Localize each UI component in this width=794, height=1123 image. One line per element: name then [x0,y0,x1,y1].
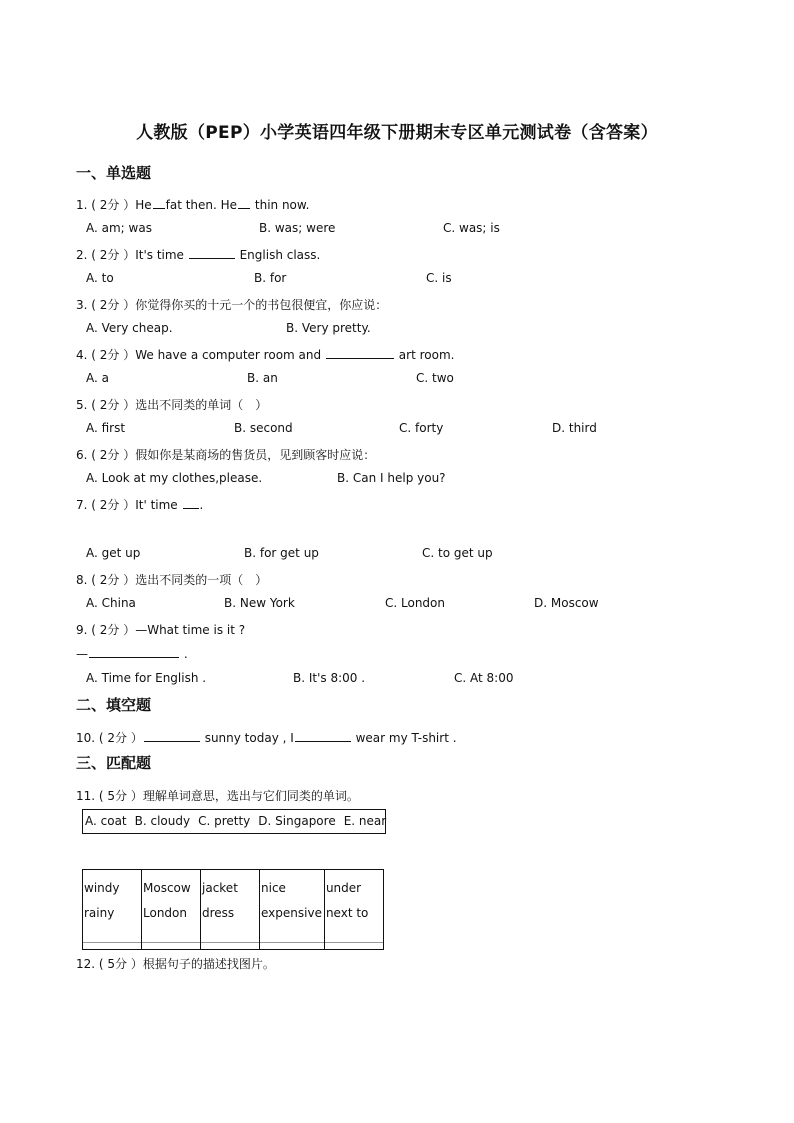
word-choices-box [82,809,386,834]
word: jacket [202,881,238,895]
option[interactable]: B. It's 8:00 . [293,671,366,685]
option[interactable]: B. was; were [259,221,336,235]
word: under [325,881,362,895]
option[interactable]: B. New York [224,596,295,610]
option[interactable]: B. second [234,421,293,435]
word-choice: D. Singapore [258,814,336,828]
section-heading-single-choice: 一、单选题 [76,164,152,182]
dash: — [76,647,88,661]
word-group-cell [83,870,142,943]
option[interactable]: A. Time for English . [86,671,207,685]
option[interactable]: C. to get up [422,546,493,560]
option[interactable]: C. was; is [443,221,500,235]
section-heading-fill-blank: 二、填空题 [76,696,152,714]
answer-blank[interactable] [189,247,235,259]
question-10-end: wear my T-shirt . [355,731,457,745]
question-5: 5. ( 2分 ）选出不同类的单词（ ） [76,398,268,412]
question-10-prefix: 10. ( 2分 ） [76,731,143,745]
word-choice: C. pretty [198,814,251,828]
option[interactable]: A. am; was [86,221,152,235]
question-7-prefix: 7. ( 2分 ）It' time [76,498,178,512]
question-1-prefix: 1. ( 2分 ）He [76,198,152,212]
answer-cell[interactable] [201,943,260,950]
option[interactable]: A. a [86,371,109,385]
word: London [143,906,187,920]
answer-blank[interactable] [153,197,165,209]
word: nice [261,881,286,895]
question-1-mid: fat then. He [165,198,238,212]
question-1-end: thin now. [254,198,310,212]
option[interactable]: B. for get up [244,546,319,560]
option[interactable]: D. Moscow [534,596,599,610]
option[interactable]: A. Look at my clothes,please. [86,471,263,485]
answer-blank[interactable] [144,730,200,742]
word-group-cell [324,870,383,943]
option[interactable]: B. Very pretty. [286,321,371,335]
answer-blank[interactable] [183,497,199,509]
question-1 [76,196,309,213]
word: next to [325,906,369,920]
question-12: 12. ( 5分 ）根据句子的描述找图片。 [76,957,275,971]
answer-cell[interactable] [142,943,201,950]
option[interactable]: C. London [385,596,445,610]
question-9-end: . [183,647,188,661]
question-10 [76,729,457,746]
page-title: 人教版（PEP）小学英语四年级下册期末专区单元测试卷（含答案） [136,123,658,143]
question-6: 6. ( 2分 ）假如你是某商场的售货员，见到顾客时应说： [76,448,376,462]
option[interactable]: B. an [247,371,278,385]
option[interactable]: A. China [86,596,136,610]
word: dress [202,906,235,920]
question-7-end: . [199,498,204,512]
option[interactable]: C. is [426,271,452,285]
word: rainy [84,906,115,920]
word-choice: A. coat [85,814,127,828]
answer-cell[interactable] [83,943,142,950]
option[interactable]: B. for [254,271,287,285]
option[interactable]: B. Can I help you? [337,471,446,485]
option[interactable]: A. to [86,271,114,285]
question-2-prefix: 2. ( 2分 ）It's time [76,248,184,262]
option[interactable]: A. first [86,421,126,435]
word-choice: B. cloudy [134,814,191,828]
word: windy [84,881,120,895]
option[interactable]: C. forty [399,421,444,435]
option[interactable]: D. third [552,421,597,435]
question-8: 8. ( 2分 ）选出不同类的一项（ ） [76,573,268,587]
option[interactable]: C. two [416,371,454,385]
word-choice: E. near [343,814,387,828]
question-3: 3. ( 2分 ）你觉得你买的十元一个的书包很便宜，你应说： [76,298,388,312]
matching-table [82,869,384,950]
question-2 [76,246,320,263]
word: Moscow [143,881,191,895]
answer-blank[interactable] [295,730,351,742]
answer-cell[interactable] [260,943,325,950]
question-4 [76,346,454,363]
answer-blank[interactable] [89,646,179,658]
word: expensive [261,906,322,920]
question-10-mid: sunny today , I [204,731,294,745]
option[interactable]: A. get up [86,546,141,560]
answer-blank[interactable] [238,197,250,209]
question-4-prefix: 4. ( 2分 ）We have a computer room and [76,348,322,362]
question-2-end: English class. [239,248,321,262]
option[interactable]: C. At 8:00 [454,671,514,685]
question-9-answer-line [76,646,188,661]
question-4-end: art room. [398,348,455,362]
question-7 [76,496,203,513]
section-heading-matching: 三、匹配题 [76,754,152,772]
word-group-cell [142,870,201,943]
word-group-cell [260,870,325,943]
question-11: 11. ( 5分 ）理解单词意思，选出与它们同类的单词。 [76,789,359,803]
answer-cell[interactable] [324,943,383,950]
question-9: 9. ( 2分 ）—What time is it ? [76,623,246,637]
option[interactable]: A. Very cheap. [86,321,173,335]
answer-blank[interactable] [326,347,394,359]
word-group-cell [201,870,260,943]
